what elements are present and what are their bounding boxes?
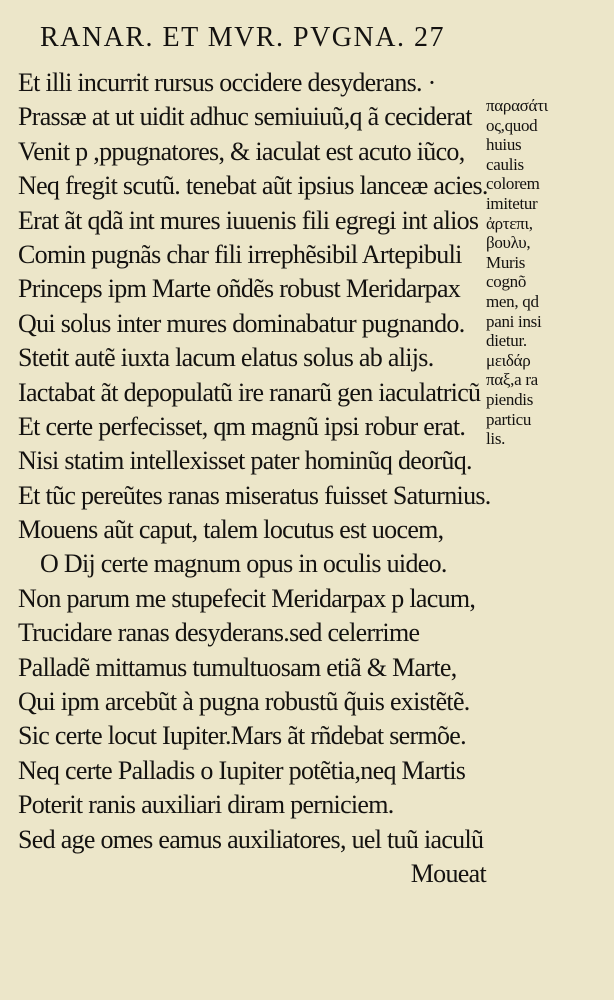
text-line: Et tũc pereũtes ranas miseratus fuisset Saturnius. — [18, 480, 491, 510]
text-line: Stetit autẽ iuxta lacum elatus solus ab alijs. — [18, 343, 434, 373]
text-line: Poterit ranis auxiliari diram perniciem. — [18, 790, 394, 820]
marginal-note-line: colorem — [486, 174, 540, 194]
text-line: Qui solus inter mures dominabatur pugnando. — [18, 308, 465, 338]
text-line: Venit p ,ppugnatores, & iaculat est acuto iũco, — [18, 136, 465, 166]
marginal-note-line: ος,quod — [486, 115, 538, 135]
text-line: Trucidare ranas desyderans.sed celerrime — [18, 618, 420, 648]
text-line: Neq fregit scutũ. tenebat aũt ipsius lanceæ acies. — [18, 171, 488, 201]
marginal-note-line: caulis — [486, 154, 524, 174]
text-line: Erat ãt qdã int mures iuuenis fili egregi int alios — [18, 205, 479, 235]
marginal-note-line: μειδάρ — [486, 350, 531, 370]
text-line: Et certe perfecisset, qm magnũ ipsi robur erat. — [18, 411, 466, 441]
marginal-note-line: dietur. — [486, 331, 527, 351]
text-line: Palladẽ mittamus tumultuosam etiã & Marte, — [18, 652, 457, 682]
text-line: Sic certe locut Iupiter.Mars ãt rñdebat sermõe. — [18, 721, 466, 751]
marginal-note-line: παρασάτι — [486, 96, 548, 115]
marginal-note-line: lis. — [486, 429, 506, 449]
marginal-note-line: men, qd — [486, 291, 539, 311]
text-line: Iactabat ãt depopulatũ ire ranarũ gen iaculatricũ — [18, 377, 481, 407]
catchword: Moueat — [410, 858, 486, 888]
marginal-note-line: cognõ — [486, 272, 527, 292]
text-line: Neq certe Palladis o Iupiter potẽtia,neq Martis — [18, 755, 466, 785]
marginal-note — [486, 96, 598, 449]
text-line: Qui ipm arcebũt à pugna robustũ q̃uis existẽtẽ. — [18, 687, 470, 717]
text-line: Sed age omes eamus auxiliatores, uel tuũ iaculũ — [18, 824, 484, 854]
running-head: RANAR. ET MVR. PVGNA. 27 — [40, 22, 445, 53]
marginal-note-line: piendis — [486, 389, 534, 409]
marginal-note-line: βουλυ, — [486, 233, 531, 253]
marginal-note-line: particu — [486, 409, 532, 429]
text-line: Prassæ at ut uidit adhuc semiuiuũ,q ã ceciderat — [18, 102, 472, 132]
text-line: Mouens aũt caput, talem locutus est uocem, — [18, 515, 444, 545]
text-line: Et illi incurrit rursus occidere desyderans. · — [18, 68, 436, 97]
text-line: O Dij certe magnum opus in oculis uideo. — [40, 549, 447, 579]
text-line: Non parum me stupefecit Meridarpax p lacum, — [18, 583, 476, 613]
text-line: Comin pugnãs char fili irrephẽsibil Artepibuli — [18, 239, 462, 269]
text-line: Nisi statim intellexisset pater hominũq deorũq. — [18, 446, 472, 476]
marginal-note-line: pani insi — [486, 311, 542, 331]
marginal-note-line: Muris — [486, 252, 526, 272]
main-text-block — [18, 66, 491, 891]
marginal-note-line: παξ,a ra — [486, 370, 538, 390]
marginal-note-line: ἀρτεπι, — [486, 213, 533, 233]
marginal-note-line: imitetur — [486, 193, 538, 213]
marginal-note-line: huius — [486, 135, 522, 155]
text-line: Princeps ipm Marte oñdẽs robust Meridarpax — [18, 274, 461, 304]
